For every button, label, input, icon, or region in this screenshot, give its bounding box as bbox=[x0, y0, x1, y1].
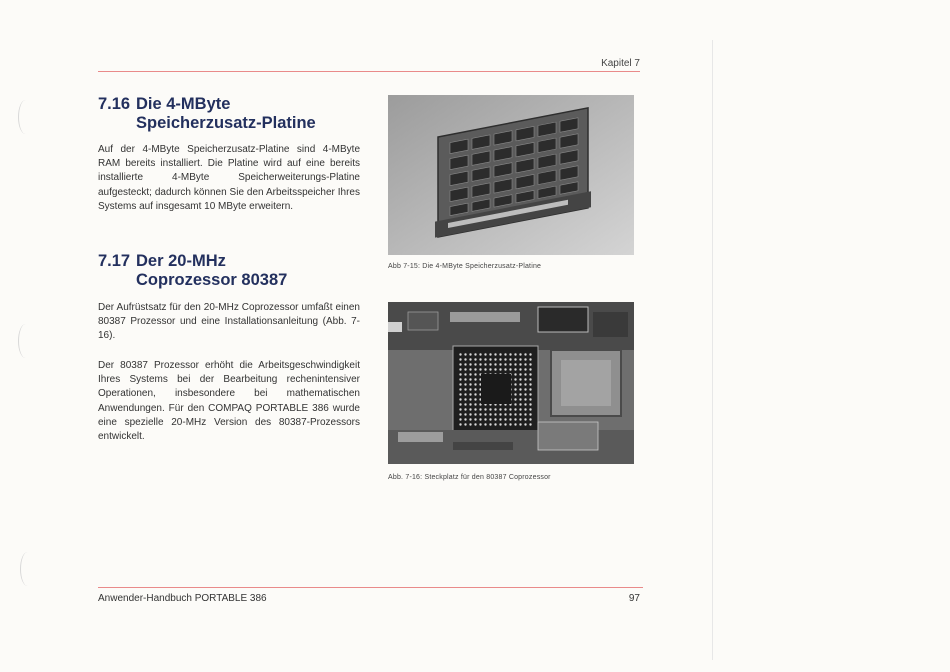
binder-hole bbox=[18, 100, 33, 134]
header-rule bbox=[98, 71, 640, 72]
footer-rule bbox=[98, 587, 643, 588]
section-title-line1: Die 4-MByte bbox=[136, 95, 231, 113]
memory-board-photo bbox=[388, 95, 634, 255]
paragraph: Der Aufrüstsatz für den 20-MHz Coprozessor umfaßt einen 80387 Prozessor und eine Installationsanleitung (Abb. 7-16). bbox=[98, 302, 360, 342]
binder-hole bbox=[20, 552, 35, 586]
figure-caption: Abb. 7-16: Steckplatz für den 80387 Coprozessor bbox=[388, 474, 551, 481]
page-number: 97 bbox=[628, 593, 640, 604]
coprocessor-socket-photo bbox=[388, 302, 634, 464]
section-heading bbox=[98, 252, 287, 290]
footer-title: Anwender-Handbuch PORTABLE 386 bbox=[98, 593, 267, 604]
page-edge bbox=[712, 40, 713, 660]
section-number: 7.16 bbox=[98, 95, 131, 113]
paragraph: Der 80387 Prozessor erhöht die Arbeitsgeschwindigkeit Ihres Systems bei der Bearbeitung rechenintensiver Operationen, insbesondere bei mathematischen Anwendungen. Für den COMPAQ PORTABLE 386 wurde eine spezielle 20-MHz Version des 80387-Prozessors entwickelt. bbox=[98, 360, 360, 443]
binder-hole bbox=[18, 324, 33, 358]
section-number: 7.17 bbox=[98, 252, 131, 270]
section-heading bbox=[98, 95, 316, 133]
section-title-line2: Coprozessor 80387 bbox=[136, 271, 288, 289]
section-title-line1: Der 20-MHz bbox=[136, 252, 226, 270]
figure-caption: Abb 7-15: Die 4-MByte Speicherzusatz-Platine bbox=[388, 263, 542, 270]
section-title-line2: Speicherzusatz-Platine bbox=[136, 114, 316, 132]
chapter-label: Kapitel 7 bbox=[601, 58, 640, 69]
paragraph: Auf der 4-MByte Speicherzusatz-Platine sind 4-MByte RAM bereits installiert. Die Platine wird auf eine bereits installierte 4-MByte Speicherweiterungs-Platine aufgesteckt; dadurch können Sie den Arbeitsspeicher Ihres Systems auf insgesamt 10 MByte erweitern. bbox=[98, 144, 360, 212]
